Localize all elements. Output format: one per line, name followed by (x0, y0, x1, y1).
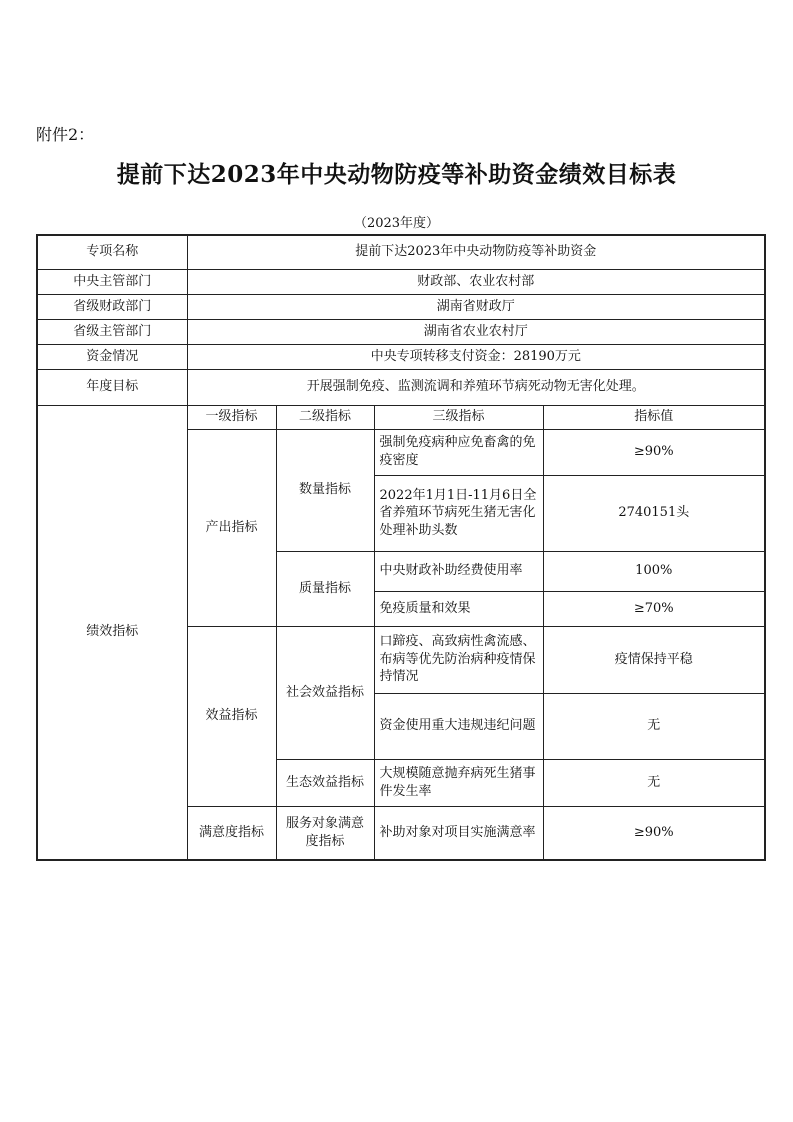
header-value: 指标值 (543, 405, 765, 429)
year-label: （2023年度） (353, 216, 440, 231)
satisfaction-indicator-label: 满意度指标 (187, 806, 276, 860)
perf-header-row (37, 405, 765, 429)
indicator-value: 100% (543, 551, 765, 591)
header-level3: 三级指标 (374, 405, 543, 429)
info-value: 湖南省农业农村厅 (187, 319, 765, 344)
social-benefit-indicator-label: 社会效益指标 (276, 626, 374, 759)
quantity-indicator-label: 数量指标 (276, 429, 374, 551)
info-row-central-dept (37, 269, 765, 294)
indicator-name: 口蹄疫、高致病性禽流感、布病等优先防治病种疫情保持情况 (374, 626, 543, 693)
indicator-name: 补助对象对项目实施满意率 (374, 806, 543, 860)
info-row-project (37, 235, 765, 269)
info-label: 年度目标 (37, 369, 187, 405)
info-label: 省级财政部门 (37, 294, 187, 319)
indicator-name: 免疫质量和效果 (374, 591, 543, 626)
indicator-value: 2740151头 (543, 475, 765, 551)
indicator-value: 疫情保持平稳 (543, 626, 765, 693)
info-row-annual-goal (37, 369, 765, 405)
info-row-funding (37, 344, 765, 369)
quality-indicator-label: 质量指标 (276, 551, 374, 626)
ecological-benefit-indicator-label: 生态效益指标 (276, 759, 374, 806)
performance-target-table (36, 234, 766, 861)
indicator-value: ≥90% (543, 429, 765, 475)
page-title: 提前下达2023年中央动物防疫等补助资金绩效目标表 (116, 161, 677, 188)
header-level1: 一级指标 (187, 405, 276, 429)
indicator-value: ≥90% (543, 806, 765, 860)
indicator-name: 中央财政补助经费使用率 (374, 551, 543, 591)
output-indicator-label: 产出指标 (187, 429, 276, 626)
info-value: 提前下达2023年中央动物防疫等补助资金 (187, 235, 765, 269)
indicator-value: 无 (543, 759, 765, 806)
indicator-name: 资金使用重大违规违纪问题 (374, 693, 543, 759)
info-label: 资金情况 (37, 344, 187, 369)
benefit-indicator-label: 效益指标 (187, 626, 276, 806)
indicator-name: 2022年1月1日-11月6日全省养殖环节病死生猪无害化处理补助头数 (374, 475, 543, 551)
info-label: 专项名称 (37, 235, 187, 269)
perf-section-label: 绩效指标 (37, 405, 187, 860)
indicator-value: ≥70% (543, 591, 765, 626)
indicator-value: 无 (543, 693, 765, 759)
attachment-label: 附件2： (36, 125, 95, 144)
info-value: 湖南省财政厅 (187, 294, 765, 319)
service-satisfaction-indicator-label: 服务对象满意度指标 (276, 806, 374, 860)
info-row-provincial-finance (37, 294, 765, 319)
indicator-name: 大规模随意抛弃病死生猪事件发生率 (374, 759, 543, 806)
info-label: 中央主管部门 (37, 269, 187, 294)
info-value: 财政部、农业农村部 (187, 269, 765, 294)
header-level2: 二级指标 (276, 405, 374, 429)
info-label: 省级主管部门 (37, 319, 187, 344)
indicator-name: 强制免疫病种应免畜禽的免疫密度 (374, 429, 543, 475)
info-value: 中央专项转移支付资金：28190万元 (187, 344, 765, 369)
info-value: 开展强制免疫、监测流调和养殖环节病死动物无害化处理。 (187, 369, 765, 405)
info-row-provincial-dept (37, 319, 765, 344)
